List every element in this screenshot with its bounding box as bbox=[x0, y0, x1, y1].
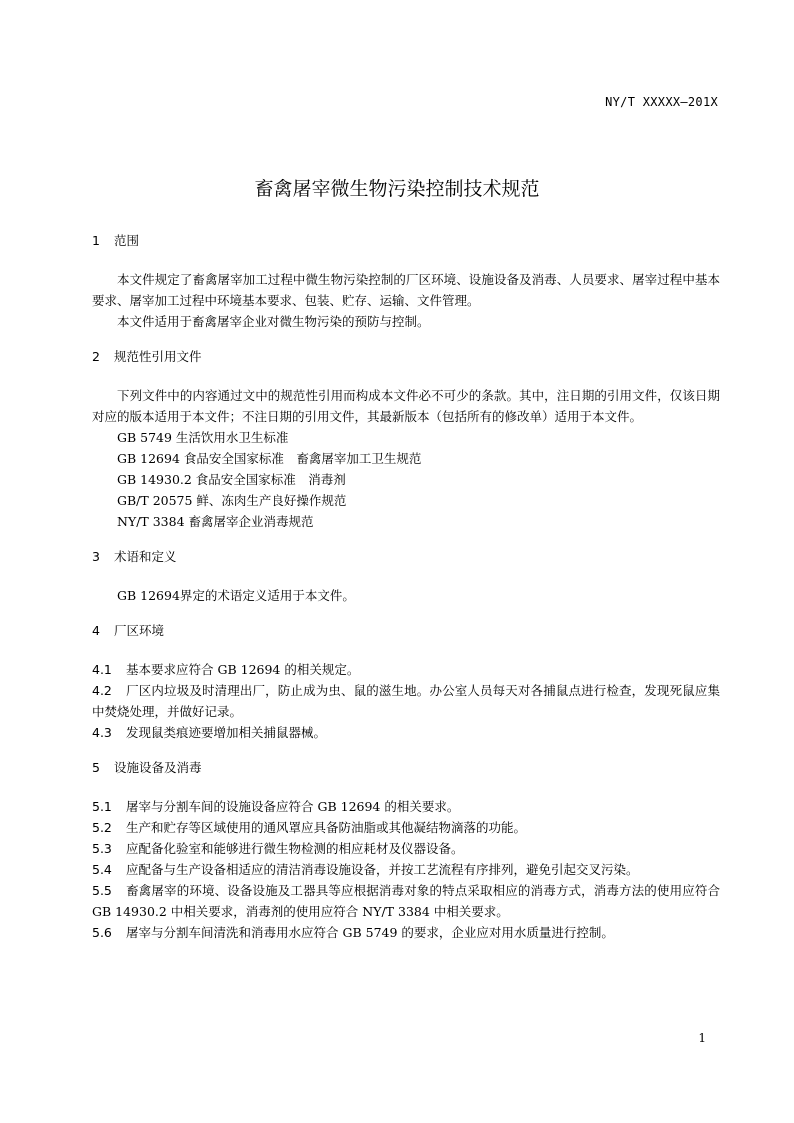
clause-text: 屠宰与分割车间清洗和消毒用水应符合 GB 5749 的要求，企业应对用水质量进行控制。 bbox=[126, 925, 614, 940]
scope-paragraph-1: 本文件规定了畜禽屠宰加工过程中微生物污染控制的厂区环境、设施设备及消毒、人员要求、屠宰过程中基本要求、屠宰加工过程中环境基本要求、包装、贮存、运输、文件管理。 bbox=[92, 272, 720, 308]
section-number: 3 bbox=[92, 549, 100, 564]
section-heading-terms bbox=[92, 546, 720, 567]
clause-text: 生产和贮存等区域使用的通风罩应具备防油脂或其他凝结物滴落的功能。 bbox=[126, 820, 527, 835]
clause-text: 屠宰与分割车间的设施设备应符合 GB 12694 的相关要求。 bbox=[126, 799, 460, 814]
clause-number: 5.1 bbox=[92, 799, 112, 814]
clause-item bbox=[92, 859, 720, 880]
section-heading-scope bbox=[92, 230, 720, 251]
section-title: 设施设备及消毒 bbox=[114, 760, 202, 775]
clause-text: 厂区内垃圾及时清理出厂，防止成为虫、鼠的滋生地。办公室人员每天对各捕鼠点进行检查，发现死鼠应集中焚烧处理，并做好记录。 bbox=[92, 683, 720, 719]
reference-item: GB/T 20575 鲜、冻肉生产良好操作规范 bbox=[117, 493, 347, 508]
clause-number: 4.2 bbox=[92, 683, 112, 698]
section-number: 2 bbox=[92, 349, 100, 364]
clause-number: 5.3 bbox=[92, 841, 112, 856]
clause-item bbox=[92, 838, 720, 859]
section-number: 1 bbox=[92, 233, 100, 248]
clause-item bbox=[92, 659, 720, 680]
reference-item: NY/T 3384 畜禽屠宰企业消毒规范 bbox=[117, 514, 314, 529]
page-number: 1 bbox=[698, 1031, 706, 1045]
clause-item bbox=[92, 722, 720, 743]
clause-text: 畜禽屠宰的环境、设备设施及工器具等应根据消毒对象的特点采取相应的消毒方式，消毒方法的使用应符合 GB 14930.2 中相关要求，消毒剂的使用应符合 NY/T 3384 中相关要求。 bbox=[92, 883, 720, 919]
references-intro-paragraph: 下列文件中的内容通过文中的规范性引用而构成本文件必不可少的条款。其中，注日期的引用文件，仅该日期对应的版本适用于本文件；不注日期的引用文件，其最新版本（包括所有的修改单）适用于本文件。 bbox=[92, 388, 720, 424]
section-number: 4 bbox=[92, 623, 100, 638]
clause-text: 基本要求应符合 GB 12694 的相关规定。 bbox=[126, 662, 360, 677]
clause-item bbox=[92, 680, 720, 722]
clause-item bbox=[92, 880, 720, 922]
reference-item: GB 5749 生活饮用水卫生标准 bbox=[117, 430, 289, 445]
section-heading-facilities-disinfection bbox=[92, 757, 720, 778]
section-heading-plant-environment bbox=[92, 620, 720, 641]
section-title: 规范性引用文件 bbox=[114, 349, 202, 364]
section-title: 术语和定义 bbox=[114, 549, 177, 564]
scope-paragraph-2: 本文件适用于畜禽屠宰企业对微生物污染的预防与控制。 bbox=[117, 314, 430, 329]
reference-item: GB 12694 食品安全国家标准 畜禽屠宰加工卫生规范 bbox=[117, 451, 422, 466]
document-code: NY/T XXXXX—201X bbox=[605, 95, 718, 109]
clause-text: 应配备与生产设备相适应的清洁消毒设施设备，并按工艺流程有序排列，避免引起交叉污染。 bbox=[126, 862, 639, 877]
clause-number: 5.5 bbox=[92, 883, 112, 898]
clause-text: 应配备化验室和能够进行微生物检测的相应耗材及仪器设备。 bbox=[126, 841, 464, 856]
clause-item bbox=[92, 796, 720, 817]
section-number: 5 bbox=[92, 760, 100, 775]
clause-number: 4.3 bbox=[92, 725, 112, 740]
terms-paragraph: GB 12694界定的术语定义适用于本文件。 bbox=[117, 588, 355, 603]
section-title: 范围 bbox=[114, 233, 140, 248]
clause-number: 4.1 bbox=[92, 662, 112, 677]
section-heading-normative-references bbox=[92, 346, 720, 367]
document-title: 畜禽屠宰微生物污染控制技术规范 bbox=[254, 178, 540, 200]
clause-number: 5.4 bbox=[92, 862, 112, 877]
clause-item bbox=[92, 922, 720, 943]
clause-number: 5.2 bbox=[92, 820, 112, 835]
clause-text: 发现鼠类痕迹要增加相关捕鼠器械。 bbox=[126, 725, 327, 740]
document-body bbox=[92, 230, 720, 943]
clause-number: 5.6 bbox=[92, 925, 112, 940]
reference-item: GB 14930.2 食品安全国家标准 消毒剂 bbox=[117, 472, 346, 487]
section-title: 厂区环境 bbox=[114, 623, 165, 638]
clause-item bbox=[92, 817, 720, 838]
